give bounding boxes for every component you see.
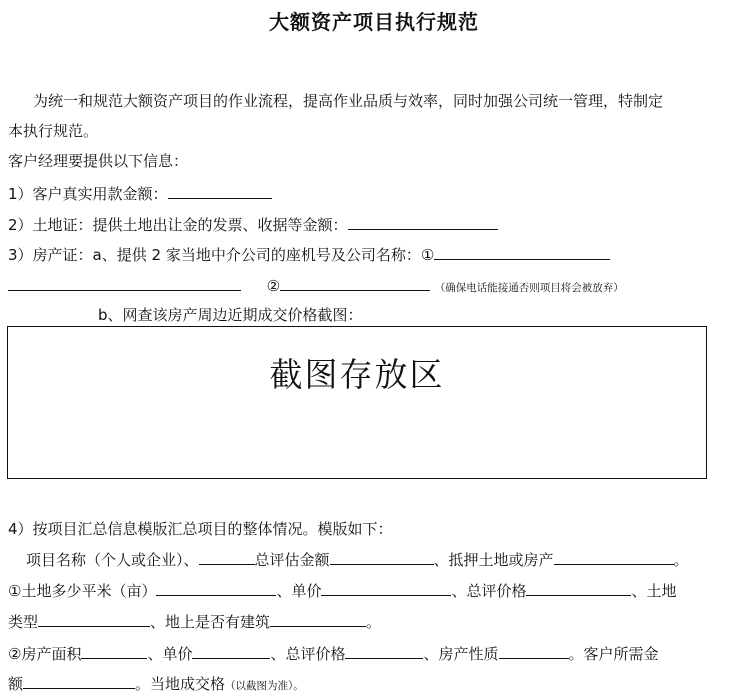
house-nature-blank[interactable] [499,643,569,659]
total-valuation-label: 总评估金额 [254,551,330,569]
total-valuation-blank[interactable] [330,549,434,565]
recent-price-note: （以截图为准）。 [225,680,304,692]
house-area-label: ②房产面积 [8,645,82,663]
land-area-label: ①土地多少平米（亩） [8,582,157,600]
template-row-1 [26,549,689,570]
customer-amount-label-2: 额 [8,675,24,693]
building-blank[interactable] [270,611,366,627]
item3-note: （确保电话能接通否则项目将会被放弃） [434,282,624,294]
land-total-price-label: 、总评价格 [451,582,527,600]
agency-1-blank[interactable] [434,244,610,260]
land-area-blank[interactable] [156,580,276,596]
project-name-label: 项目名称（个人或企业）、 [26,551,199,569]
item3-row [8,244,610,265]
item4-label: 4）按项目汇总信息模版汇总项目的整体情况。模版如下： [8,520,393,538]
template-row-2 [8,580,677,601]
house-nature-label: 、房产性质 [423,645,499,663]
page-title: 大额资产项目执行规范 [269,10,479,34]
land-type-label: 类型 [8,613,39,631]
loan-amount-blank[interactable] [168,183,272,199]
agency-1-continued-blank[interactable] [8,275,241,291]
land-unit-price-label: 、单价 [276,582,322,600]
item1-row [8,183,272,204]
screenshot-area-label: 截图存放区 [269,355,445,394]
intro-line-2: 本执行规范。 [8,122,99,140]
agency-2-marker: ② [266,277,281,295]
project-name-blank[interactable] [199,549,255,565]
item3b-label: b、网查该房产周边近期成交价格截图： [98,306,363,324]
row1-end: 。 [673,551,689,569]
item2-label: 2）土地证：提供土地出让金的发票、收据等金额： [8,216,348,234]
customer-amount-label-1: 。客户所需金 [568,645,659,663]
row3-end: 。 [366,613,382,631]
customer-amount-blank[interactable] [23,673,135,689]
template-row-4 [8,643,659,664]
building-question-label: 、地上是否有建筑 [150,613,271,631]
item1-label: 1）客户真实用款金额： [8,185,168,203]
mortgage-asset-label: 、抵押土地或房产 [433,551,554,569]
agency-2-blank[interactable] [280,275,430,291]
land-fee-blank[interactable] [348,214,498,230]
intro-line-1: 为统一和规范大额资产项目的作业流程，提高作业品质与效率，同时加强公司统一管理，特制定 [33,92,664,110]
item3-second-row [8,275,624,298]
item2-row [8,214,498,235]
template-row-5 [8,673,304,696]
land-type-blank[interactable] [38,611,150,627]
house-total-price-blank[interactable] [345,643,423,659]
land-total-price-blank[interactable] [526,580,631,596]
house-unit-price-blank[interactable] [192,643,270,659]
recent-price-label: 。当地成交格 [135,675,226,693]
land-unit-price-blank[interactable] [321,580,451,596]
screenshot-area[interactable] [7,326,707,479]
house-total-price-label: 、总评价格 [270,645,346,663]
house-unit-price-label: 、单价 [147,645,193,663]
land-label-part1: 、土地 [631,582,677,600]
template-row-3 [8,611,381,632]
item3-label: 3）房产证：a、提供 2 家当地中介公司的座机号及公司名称：① [8,246,435,264]
mortgage-asset-blank[interactable] [554,549,674,565]
customer-info-label: 客户经理要提供以下信息： [8,152,189,170]
house-area-blank[interactable] [81,643,147,659]
